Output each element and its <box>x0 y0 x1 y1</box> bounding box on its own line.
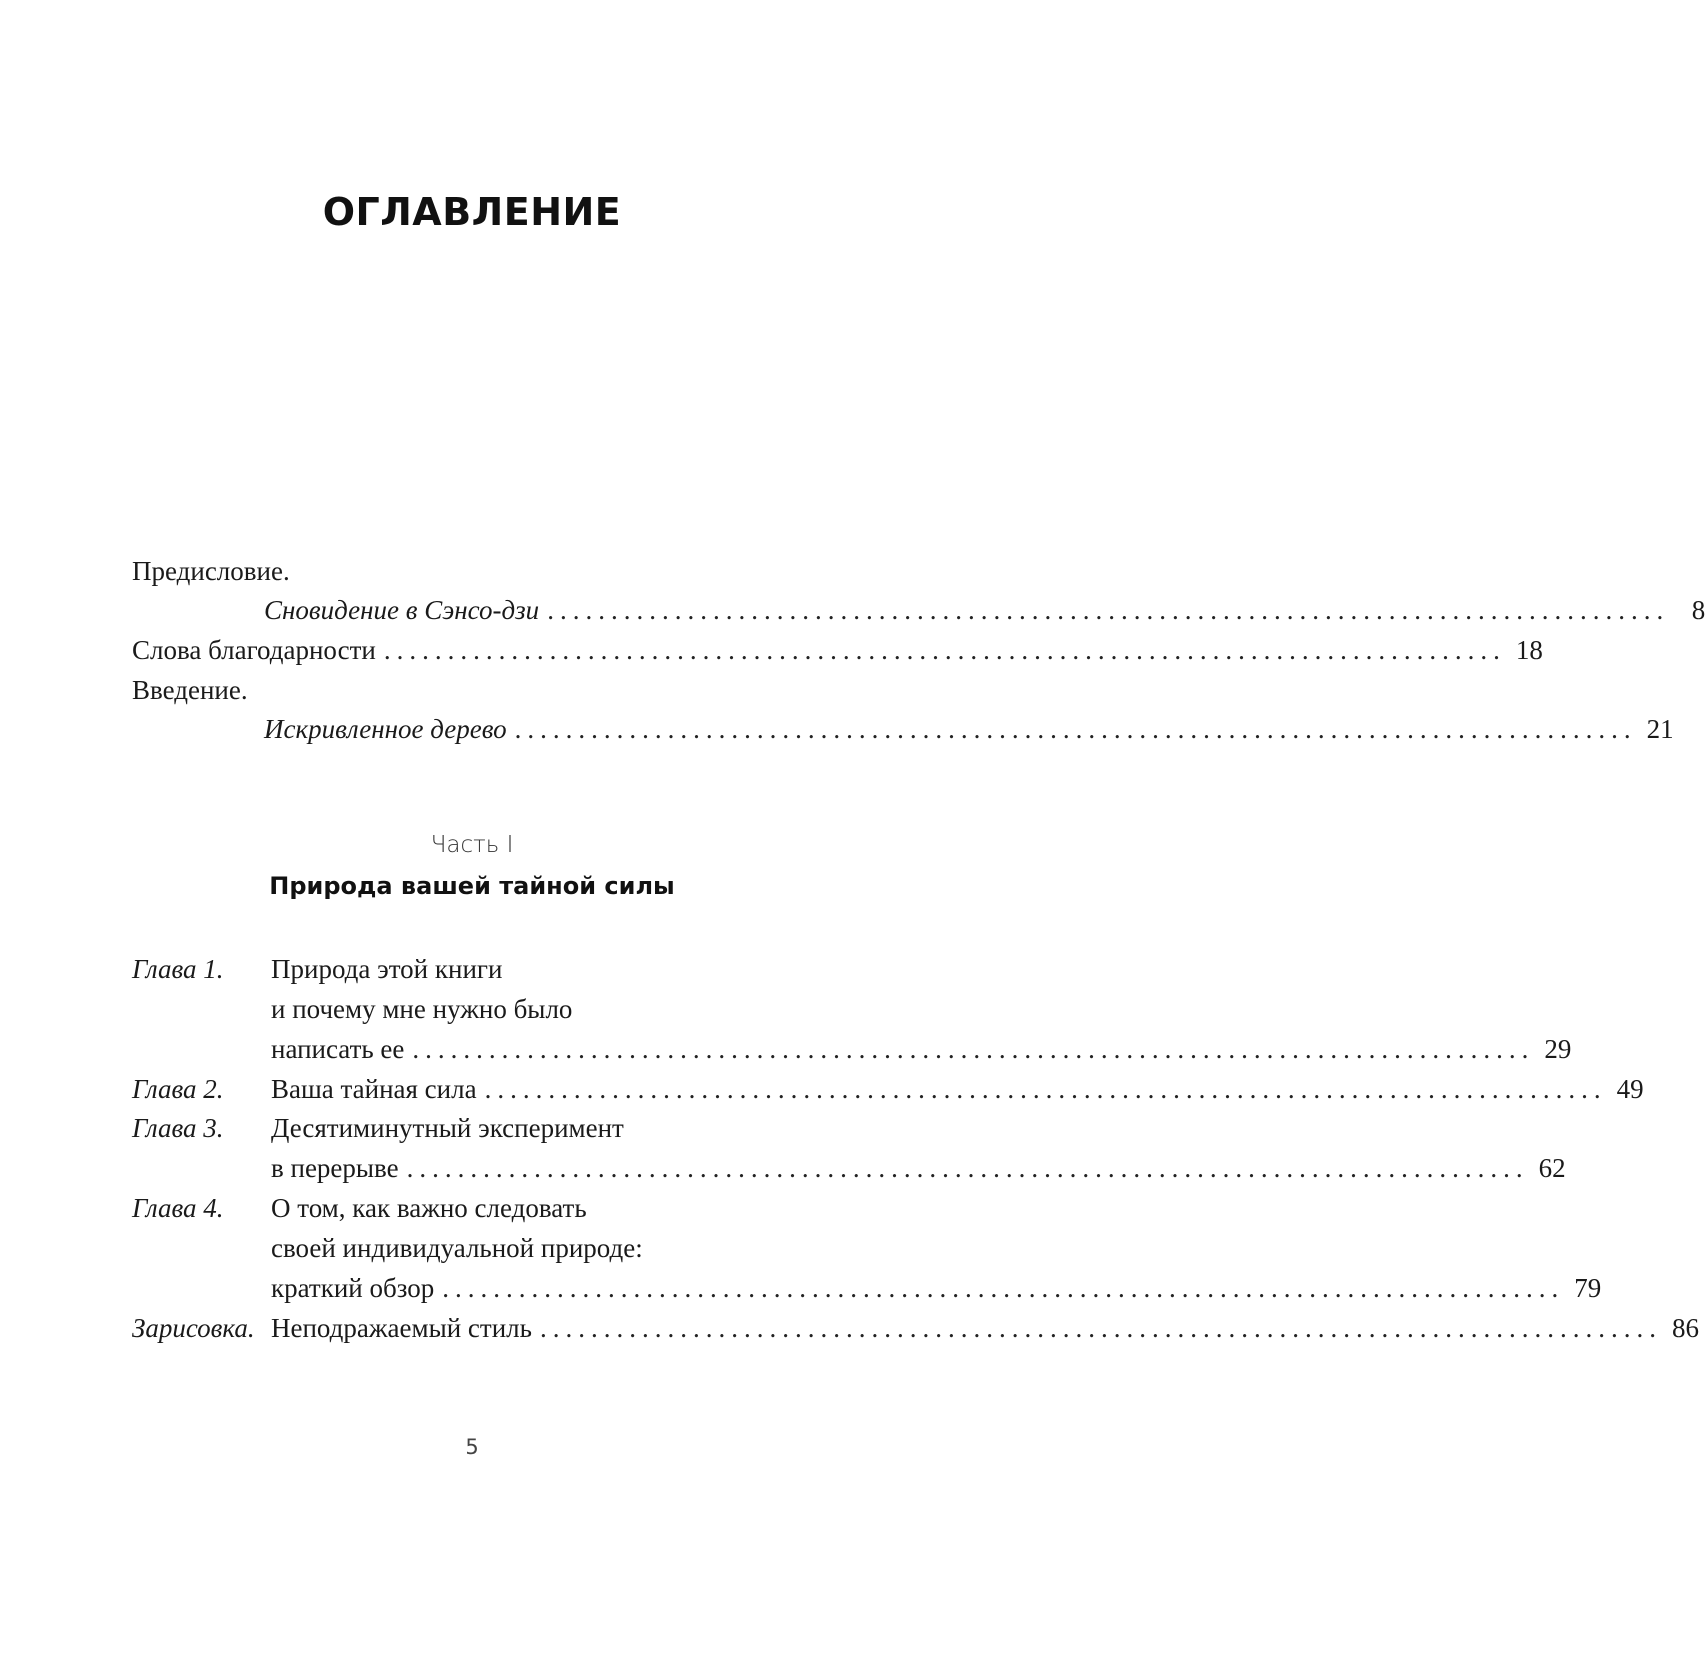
toc-entry-chapter-2[interactable] <box>271 1069 1644 1109</box>
toc-page-number: 18 <box>1515 635 1543 665</box>
toc-entry-title: краткий обзор <box>271 1273 435 1303</box>
dot-leader: ........................................................................................ <box>547 595 1670 625</box>
chapter-title-line: и почему мне нужно было <box>271 994 573 1024</box>
toc-entry-title: в перерыве <box>271 1153 399 1183</box>
page-title: ОГЛАВЛЕНИЕ <box>322 190 622 234</box>
chapter-label: Глава 1. <box>132 954 224 984</box>
toc-page-number: 62 <box>1538 1153 1566 1183</box>
toc-entry-sketch[interactable] <box>271 1308 1699 1348</box>
intro-label: Введение. <box>132 675 248 705</box>
toc-page-number: 86 <box>1671 1313 1699 1343</box>
toc-entry-title: Ваша тайная сила <box>271 1074 477 1104</box>
toc-page-number: 29 <box>1544 1034 1572 1064</box>
chapter-title-line: Природа этой книги <box>271 954 503 984</box>
toc-page-number: 79 <box>1574 1273 1602 1303</box>
chapter-label: Глава 3. <box>132 1113 224 1143</box>
dot-leader: ........................................................................................ <box>442 1273 1565 1303</box>
dot-leader: ........................................................................................ <box>383 635 1506 665</box>
toc-entry-chapter-1[interactable] <box>271 1029 1572 1069</box>
chapter-label: Зарисовка. <box>132 1313 255 1343</box>
toc-page-number: 8 <box>1691 595 1705 625</box>
toc-page-number: 49 <box>1616 1074 1644 1104</box>
toc-entry-title: написать ее <box>271 1034 405 1064</box>
chapter-label: Глава 4. <box>132 1193 224 1223</box>
toc-entry-title: Искривленное дерево <box>264 714 507 744</box>
toc-entry-intro[interactable] <box>264 709 1674 749</box>
preface-label: Предисловие. <box>132 556 290 586</box>
dot-leader: ........................................................................................ <box>406 1153 1529 1183</box>
toc-entry-title: Слова благодарности <box>132 635 376 665</box>
dot-leader: ........................................................................................ <box>539 1313 1662 1343</box>
dot-leader: ........................................................................................ <box>484 1074 1607 1104</box>
part-title: Природа вашей тайной силы <box>269 872 675 900</box>
toc-entry-chapter-4[interactable] <box>271 1268 1602 1308</box>
toc-entry-title: Неподражаемый стиль <box>271 1313 532 1343</box>
chapter-title-line: Десятиминутный эксперимент <box>271 1113 624 1143</box>
dot-leader: ........................................................................................ <box>412 1034 1535 1064</box>
toc-entry-thanks[interactable] <box>132 630 1543 670</box>
chapter-title-line: О том, как важно следовать <box>271 1193 587 1223</box>
dot-leader: ........................................................................................ <box>514 714 1637 744</box>
page-number: 5 <box>465 1435 479 1459</box>
part-label: Часть I <box>430 832 514 858</box>
toc-page-number: 21 <box>1646 714 1674 744</box>
toc-entry-preface[interactable] <box>264 590 1705 630</box>
toc-entry-title: Сновидение в Сэнсо-дзи <box>264 595 540 625</box>
chapter-label: Глава 2. <box>132 1074 224 1104</box>
chapter-title-line: своей индивидуальной природе: <box>271 1233 643 1263</box>
toc-entry-chapter-3[interactable] <box>271 1148 1566 1188</box>
